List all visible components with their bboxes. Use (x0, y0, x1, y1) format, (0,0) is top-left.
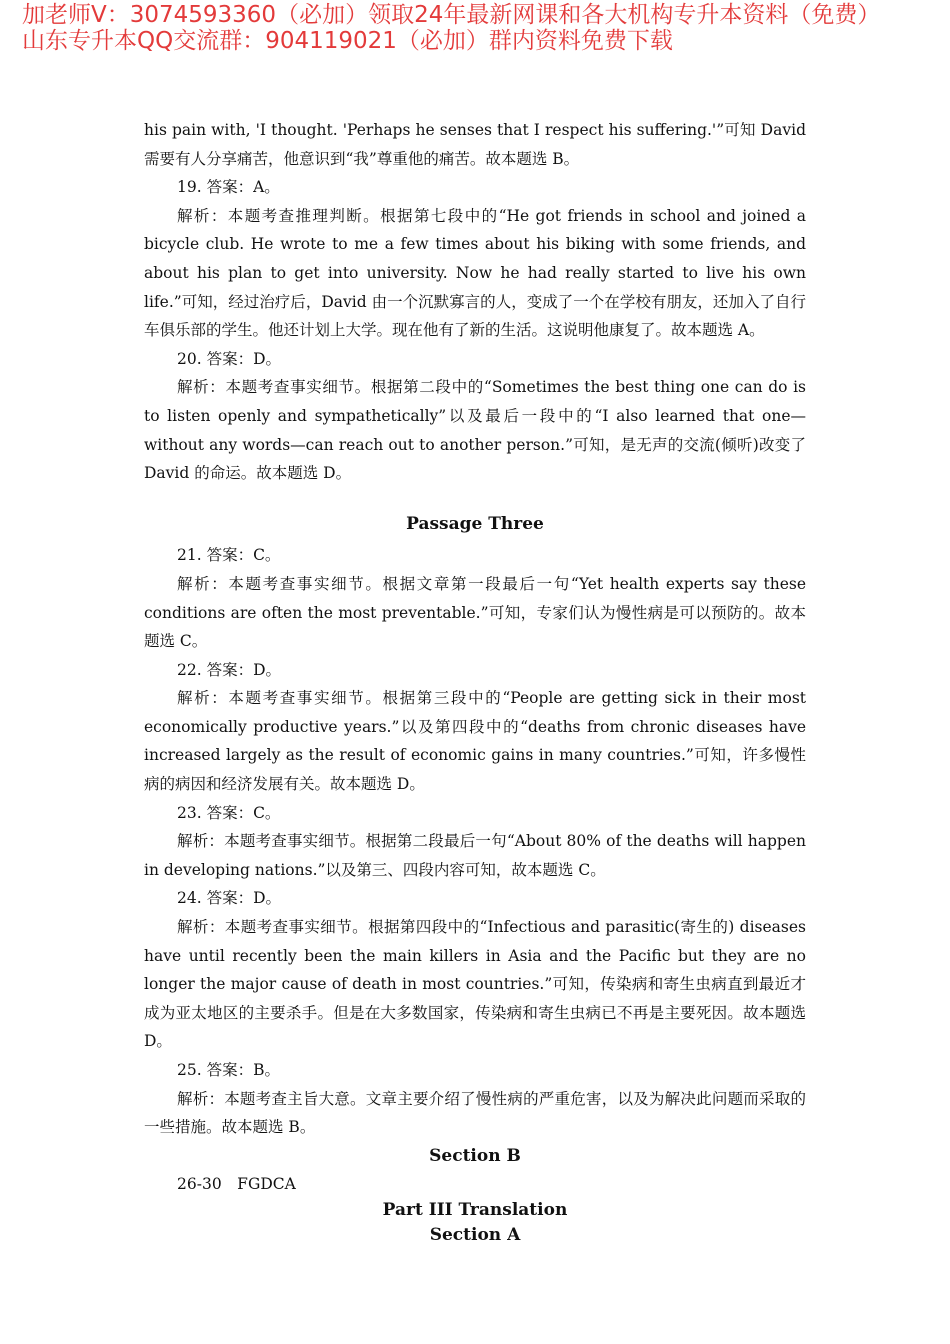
q19-answer: 19. 答案：A。 (177, 178, 280, 197)
q25-analysis: 解析：本题考查主旨大意。文章主要介绍了慢性病的严重危害，以及为解决此问题而采取的一些措施。故本题选 B。 (144, 1089, 806, 1137)
q21-answer: 21. 答案：C。 (177, 546, 281, 565)
q18-analysis-continued: his pain with, 'I thought. 'Perhaps he senses that I respect his suffering.'”可知 David 需要有人分享痛苦，他意识到“我”尊重他的痛苦。故本题选 B。 (144, 121, 806, 168)
section-a-heading: Section A (429, 1225, 521, 1246)
watermark-line-2: 山东专升本QQ交流群：904119021（必加）群内资料免费下载 (22, 28, 673, 54)
q19-analysis: 解析：本题考查推理判断。根据第七段中的“He got friends in school and joined a bicycle club. He wrote to me a few times about his biking with some friends, and about his plan to get into university. Now he had really started to live his own life.”可知，经过治疗后，David 由一个沉默寡言的人，变成了一个在学校有朋友，还加入了自行车俱乐部的学生。他还计划上大学。现在他有了新的生活。这说明他康复了。故本题选 A。 (144, 206, 806, 340)
q25-answer: 25. 答案：B。 (177, 1061, 280, 1079)
q24-answer: 24. 答案：D。 (177, 889, 282, 908)
q20-answer: 20. 答案：D。 (177, 349, 282, 368)
watermark (22, 2, 942, 54)
q24-analysis: 解析：本题考查事实细节。根据第四段中的“Infectious and parasitic(寄生的) diseases have until recently been the main killers in Asia and the Pacific but they are no longer the major cause of death in most countries.”可知，传染病和寄生虫病直到最近才成为亚太地区的主要杀手。但是在大多数国家，传染病和寄生虫病已不再是主要死因。故本题选 D。 (144, 918, 806, 1051)
q23-answer: 23. 答案：C。 (177, 803, 281, 822)
document-body (144, 116, 806, 1248)
q23-analysis: 解析：本题考查事实细节。根据第二段最后一句“About 80% of the deaths will happen in developing nations.”以及第三、四段内容可知，故本题选 C。 (144, 832, 806, 879)
q26-30-answer: 26-30 FGDCA (177, 1174, 296, 1193)
q21-analysis: 解析：本题考查事实细节。根据文章第一段最后一句“Yet health experts say these conditions are often the most preventable.”可知，专家们认为慢性病是可以预防的。故本题选 C。 (144, 574, 806, 651)
q22-answer: 22. 答案：D。 (177, 660, 282, 679)
q20-analysis: 解析：本题考查事实细节。根据第二段中的“Sometimes the best thing one can do is to listen openly and sympathetically”以及最后一段中的“I also learned that one—without any words—can reach out to another person.”可知，是无声的交流(倾听)改变了 David 的命运。故本题选 D。 (144, 378, 806, 483)
section-b-heading: Section B (429, 1145, 521, 1166)
part-iii-heading: Part III Translation (382, 1200, 568, 1221)
watermark-line-1: 加老师V：3074593360（必加）领取24年最新网课和各大机构专升本资料（免费） (22, 2, 881, 28)
q22-analysis: 解析：本题考查事实细节。根据第三段中的“People are getting sick in their most economically productive years.”以及第四段中的“deaths from chronic diseases have increased largely as the result of economic gains in many countries.”可知，许多慢性病的病因和经济发展有关。故本题选 D。 (144, 689, 806, 794)
passage-three-heading: Passage Three (406, 513, 544, 534)
